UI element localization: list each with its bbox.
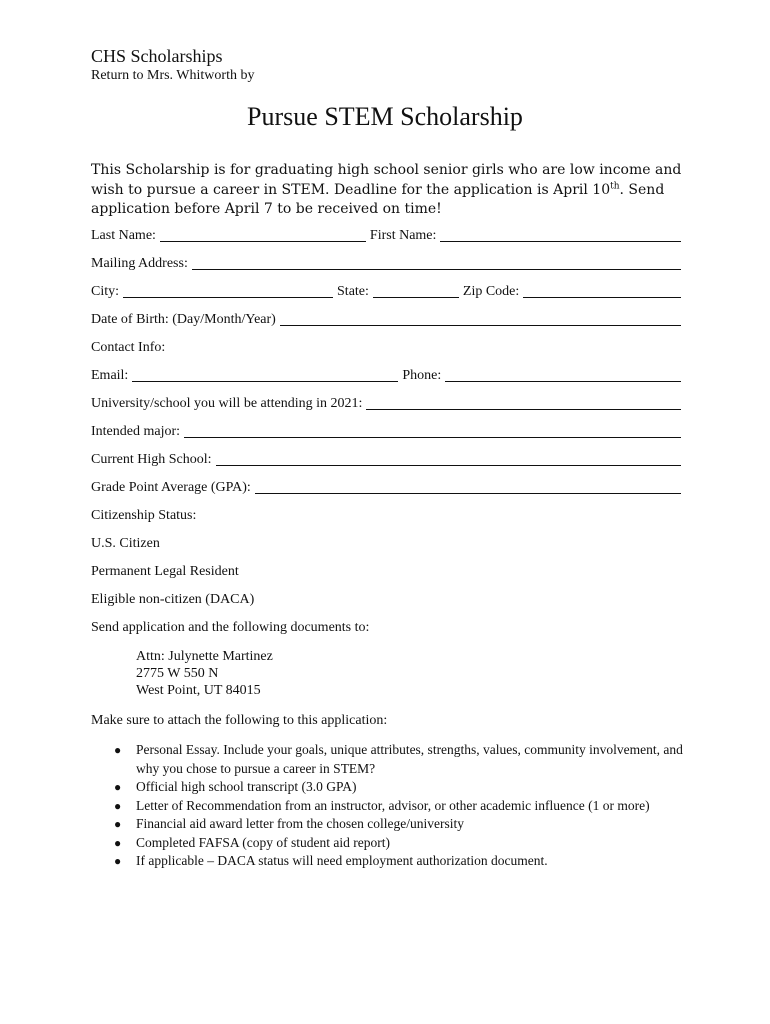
- intro-superscript: th: [610, 180, 620, 191]
- dob-row: [91, 312, 681, 328]
- list-item-text: Personal Essay. Include your goals, unique attributes, strengths, values, community involvement, and why you chose to pursue a career in STEM?: [136, 742, 683, 776]
- intro-paragraph: [91, 161, 691, 220]
- zip-label: Zip Code:: [462, 284, 520, 299]
- email-phone-row: [91, 368, 681, 384]
- major-row: [91, 424, 681, 440]
- email-field[interactable]: [132, 370, 398, 382]
- mailing-address-block: [136, 648, 273, 699]
- list-item: [91, 852, 691, 871]
- address-line: Attn: Julynette Martinez: [136, 649, 273, 664]
- list-item-text: Official high school transcript (3.0 GPA): [136, 779, 357, 794]
- phone-field[interactable]: [445, 370, 681, 382]
- intro-text-2: . Send application before April 7 to be received on time!: [91, 181, 665, 217]
- high-school-field[interactable]: [216, 454, 681, 466]
- attachment-list: [91, 741, 691, 871]
- bullet-icon: ●: [114, 743, 122, 757]
- city-label: City:: [91, 284, 120, 299]
- bullet-icon: ●: [114, 780, 122, 794]
- phone-label: Phone:: [402, 368, 442, 383]
- page-title: Pursue STEM Scholarship: [247, 102, 523, 131]
- high-school-label: Current High School:: [91, 452, 212, 467]
- state-label: State:: [337, 284, 369, 299]
- list-item: [91, 834, 691, 853]
- citizenship-option-daca[interactable]: Eligible non-citizen (DACA): [91, 592, 255, 607]
- state-field[interactable]: [373, 286, 459, 298]
- address-line: 2775 W 550 N: [136, 666, 219, 681]
- email-label: Email:: [91, 368, 129, 383]
- list-item: [91, 797, 691, 816]
- university-label: University/school you will be attending in 2021:: [91, 396, 363, 411]
- bullet-icon: ●: [114, 854, 122, 868]
- header-org: CHS Scholarships: [91, 46, 223, 66]
- zip-field[interactable]: [523, 286, 681, 298]
- list-item: [91, 741, 691, 778]
- last-name-field[interactable]: [160, 230, 366, 242]
- city-field[interactable]: [123, 286, 333, 298]
- gpa-label: Grade Point Average (GPA):: [91, 480, 251, 495]
- city-state-zip-row: [91, 284, 681, 300]
- gpa-field[interactable]: [255, 482, 681, 494]
- mailing-address-row: [91, 256, 681, 272]
- name-row: [91, 228, 681, 244]
- intro-text-1: This Scholarship is for graduating high school senior girls who are low income and wish to pursue a career in STEM. Deadline for the application is April 10: [91, 162, 682, 198]
- list-item-text: Completed FAFSA (copy of student aid report): [136, 834, 390, 850]
- list-item-text: Financial aid award letter from the chosen college/university: [136, 816, 465, 831]
- university-field[interactable]: [366, 398, 681, 410]
- list-item: [91, 815, 691, 834]
- gpa-row: [91, 480, 681, 496]
- mailing-address-label: Mailing Address:: [91, 256, 188, 271]
- last-name-label: Last Name:: [91, 228, 156, 243]
- mailing-address-field[interactable]: [192, 258, 681, 270]
- send-heading: Send application and the following documents to:: [91, 620, 370, 635]
- citizenship-option-us-citizen[interactable]: U.S. Citizen: [91, 536, 160, 551]
- attach-heading: Make sure to attach the following to this application:: [91, 713, 388, 728]
- first-name-label: First Name:: [369, 228, 437, 243]
- first-name-field[interactable]: [440, 230, 681, 242]
- citizenship-option-permanent-resident[interactable]: Permanent Legal Resident: [91, 564, 239, 579]
- bullet-icon: ●: [114, 817, 122, 831]
- list-item-text: If applicable – DACA status will need employment authorization document.: [136, 853, 548, 868]
- list-item: [91, 778, 691, 797]
- list-item-text: Letter of Recommendation from an instructor, advisor, or other academic influence (1 or more): [136, 797, 650, 813]
- contact-info-label: Contact Info:: [91, 340, 166, 355]
- header-return-to: Return to Mrs. Whitworth by: [91, 68, 255, 83]
- citizenship-heading: Citizenship Status:: [91, 508, 197, 523]
- major-label: Intended major:: [91, 424, 181, 439]
- address-line: West Point, UT 84015: [136, 683, 261, 698]
- bullet-icon: ●: [114, 835, 122, 850]
- bullet-icon: ●: [114, 798, 122, 813]
- dob-label: Date of Birth: (Day/Month/Year): [91, 312, 276, 327]
- high-school-row: [91, 452, 681, 468]
- major-field[interactable]: [184, 426, 681, 438]
- dob-field[interactable]: [280, 314, 681, 326]
- university-row: [91, 396, 681, 412]
